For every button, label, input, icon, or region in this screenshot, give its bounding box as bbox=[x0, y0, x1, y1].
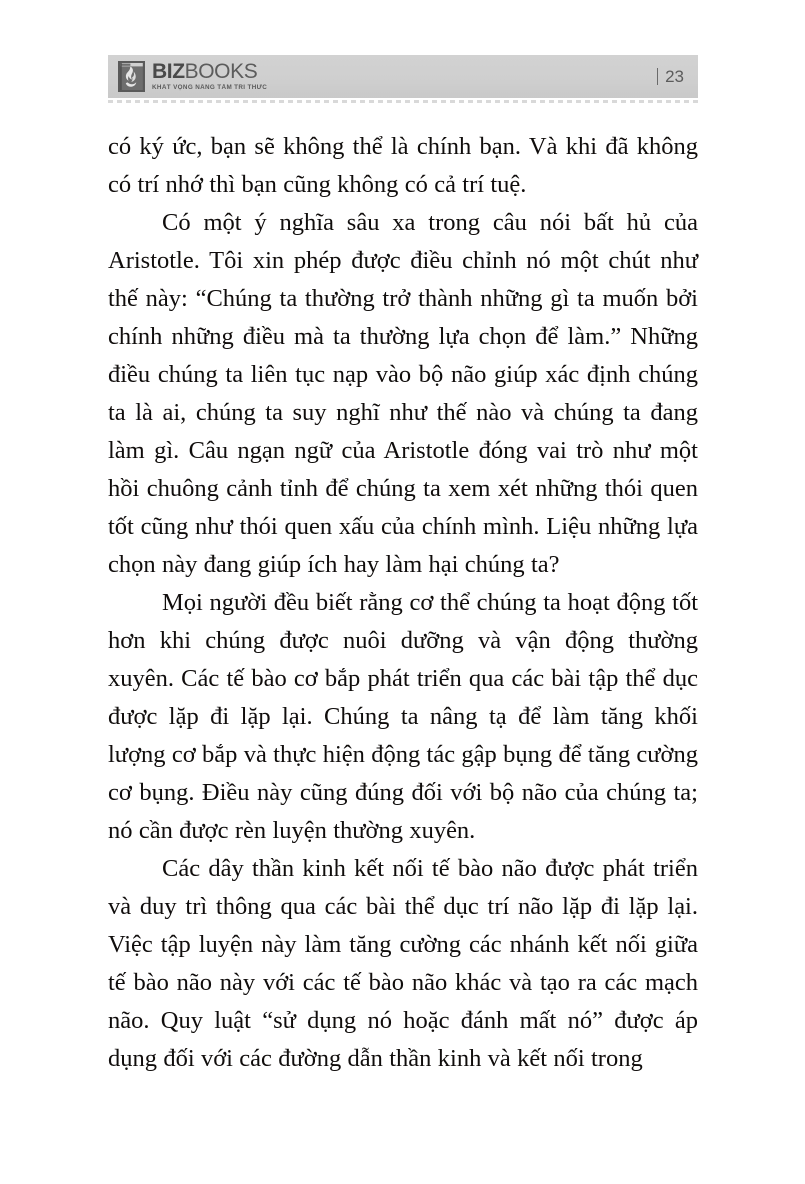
brand-wordmark-biz: BIZ bbox=[152, 60, 185, 84]
paragraph: có ký ức, bạn sẽ không thể là chính bạn. Và khi đã không có trí nhớ thì bạn cũng không có cả trí tuệ. bbox=[108, 133, 698, 198]
page-number-rule bbox=[657, 68, 658, 85]
paragraph: Có một ý nghĩa sâu xa trong câu nói bất hủ của Aristotle. Tôi xin phép được điều chỉnh nó một chút như thế này: “Chúng ta thường trở thành những gì ta muốn bởi chính những điều mà ta thường lựa chọn để làm.” Những điều chúng ta liên tục nạp vào bộ não giúp xác định chúng ta là ai, chúng ta suy nghĩ như thế nào và chúng ta đang làm gì. Câu ngạn ngữ của Aristotle đóng vai trò như một hồi chuông cảnh tỉnh để chúng ta xem xét những thói quen tốt cũng như thói quen xấu của chính mình. Liệu những lựa chọn này đang giúp ích hay làm hại chúng ta? bbox=[108, 209, 698, 578]
brand-tagline: KHÁT VỌNG NÂNG TẦM TRI THỨC bbox=[152, 84, 268, 92]
paragraph: Mọi người đều biết rằng cơ thể chúng ta hoạt động tốt hơn khi chúng được nuôi dưỡng và vận động thường xuyên. Các tế bào cơ bắp phát triển qua các bài tập thể dục được lặp đi lặp lại. Chúng ta nâng tạ để làm tăng khối lượng cơ bắp và thực hiện động tác gập bụng để tăng cường cơ bụng. Điều này cũng đúng đối với bộ não của chúng ta; nó cần được rèn luyện thường xuyên. bbox=[108, 589, 699, 844]
page-header-band bbox=[108, 55, 698, 98]
brand-wordmark bbox=[152, 61, 265, 82]
book-flame-emblem-icon bbox=[118, 61, 145, 92]
brand-text-block bbox=[152, 60, 268, 92]
page-body bbox=[108, 128, 698, 1078]
page-number-value: 23 bbox=[665, 67, 684, 86]
paragraph: Các dây thần kinh kết nối tế bào não được phát triển và duy trì thông qua các bài thể dục trí não lặp đi lặp lại. Việc tập luyện này làm tăng cường các nhánh kết nối giữa tế bào não này với các tế bào não khác và tạo ra các mạch não. Quy luật “sử dụng nó hoặc đánh mất nó” được áp dụng đối với các đường dẫn thần kinh và kết nối trong bbox=[108, 855, 698, 1072]
brand-wordmark-books: BOOKS bbox=[184, 60, 258, 84]
page-number bbox=[657, 68, 684, 85]
brand-logo bbox=[118, 60, 268, 92]
